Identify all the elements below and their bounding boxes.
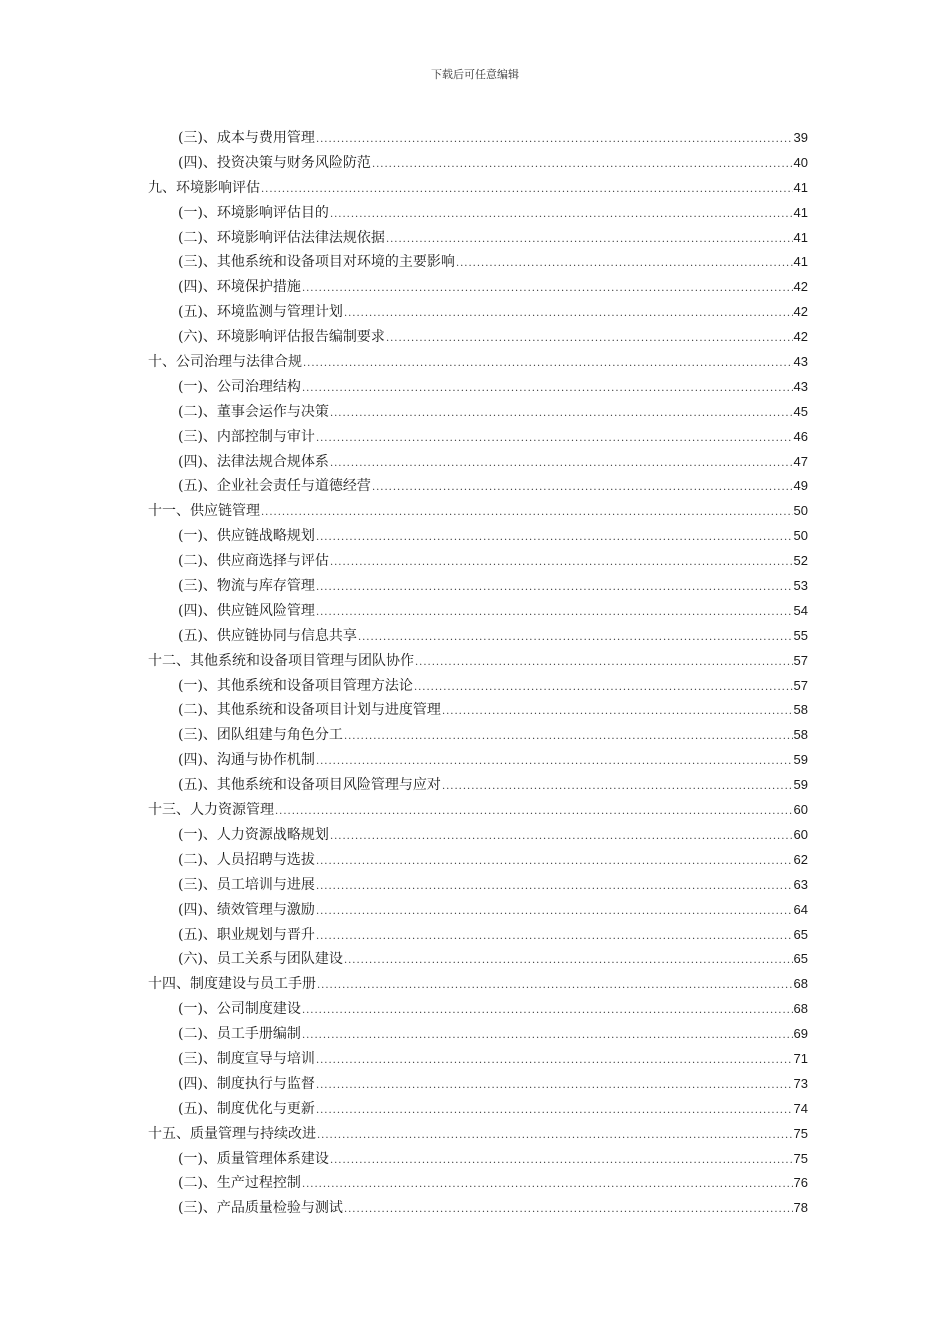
dot-leader [316,526,793,551]
toc-section-entry[interactable] [148,947,808,972]
toc-page-number: 41 [793,204,808,220]
toc-section-entry[interactable] [148,898,808,923]
toc-page-number: 68 [793,1001,808,1017]
toc-section-entry[interactable] [148,226,808,251]
toc-page-number: 39 [793,130,808,145]
toc-section-entry[interactable] [148,599,808,624]
toc-page-number: 58 [793,702,808,718]
toc-section-entry[interactable] [148,450,808,475]
toc-entry-title: (二)、员工手册编制 [178,1026,301,1043]
toc-page-number: 49 [793,478,808,494]
toc-page-number: 57 [793,677,808,693]
toc-entry-title: (二)、其他系统和设备项目计划与进度管理 [178,702,441,719]
toc-entry-title: 十一、供应链管理 [148,503,260,520]
toc-chapter-entry[interactable] [148,649,808,674]
toc-chapter-entry[interactable] [148,1122,808,1147]
dot-leader [330,825,793,850]
toc-page-number: 76 [793,1175,808,1191]
toc-entry-title: (五)、其他系统和设备项目风险管理与应对 [178,777,441,794]
toc-section-entry[interactable] [148,823,808,848]
toc-section-entry[interactable] [148,275,808,300]
dot-leader [316,925,793,950]
toc-section-entry[interactable] [148,1196,808,1221]
dot-leader [316,427,793,452]
toc-entry-title: (五)、职业规划与晋升 [178,926,315,943]
dot-leader [261,178,793,203]
toc-chapter-entry[interactable] [148,499,808,524]
dot-leader [344,725,793,750]
toc-entry-title: 九、环境影响评估 [148,179,260,196]
toc-section-entry[interactable] [148,375,808,400]
toc-page-number: 71 [793,1050,808,1066]
dot-leader [302,1173,793,1198]
toc-entry-title: (一)、供应链战略规划 [178,528,315,545]
toc-section-entry[interactable] [148,674,808,699]
dot-leader [372,153,793,178]
toc-entry-title: (二)、环境影响评估法律法规依据 [178,229,385,246]
toc-page-number: 73 [793,1075,808,1091]
toc-page-number: 45 [793,403,808,419]
toc-page-number: 63 [793,876,808,892]
toc-section-entry[interactable] [148,923,808,948]
toc-entry-title: (四)、制度执行与监督 [178,1075,315,1092]
toc-page-number: 58 [793,727,808,743]
toc-entry-title: (四)、投资决策与财务风险防范 [178,154,371,171]
dot-leader [302,377,793,402]
toc-entry-title: (一)、人力资源战略规划 [178,826,329,843]
toc-section-entry[interactable] [148,126,808,151]
toc-entry-title: 十二、其他系统和设备项目管理与团队协作 [148,652,414,669]
toc-section-entry[interactable] [148,1097,808,1122]
toc-page-number: 42 [793,329,808,345]
table-of-contents [148,126,808,1221]
toc-section-entry[interactable] [148,474,808,499]
toc-entry-title: (四)、绩效管理与激励 [178,901,315,918]
toc-page-number: 42 [793,304,808,320]
toc-section-entry[interactable] [148,698,808,723]
toc-section-entry[interactable] [148,151,808,176]
dot-leader [386,228,793,253]
toc-page-number: 60 [793,802,808,818]
dot-leader [316,601,793,626]
toc-page-number: 46 [793,428,808,444]
toc-page-number: 74 [793,1100,808,1116]
dot-leader [344,949,793,974]
toc-entry-title: (二)、人员招聘与选拔 [178,851,315,868]
toc-page-number: 54 [793,602,808,618]
toc-entry-title: 十、公司治理与法律合规 [148,354,302,371]
toc-section-entry[interactable] [148,250,808,275]
dot-leader [317,1124,793,1149]
toc-page-number: 64 [793,901,808,917]
dot-leader [330,551,793,576]
toc-section-entry[interactable] [148,1147,808,1172]
toc-section-entry[interactable] [148,1047,808,1072]
toc-entry-title: (三)、内部控制与审计 [178,428,315,445]
toc-section-entry[interactable] [148,300,808,325]
toc-entry-title: (五)、供应链协同与信息共享 [178,627,357,644]
toc-page-number: 41 [793,179,808,195]
toc-section-entry[interactable] [148,325,808,350]
toc-section-entry[interactable] [148,400,808,425]
toc-entry-title: 十五、质量管理与持续改进 [148,1125,316,1142]
toc-chapter-entry[interactable] [148,798,808,823]
dot-leader [316,850,793,875]
toc-page-number: 40 [793,154,808,170]
toc-section-entry[interactable] [148,773,808,798]
toc-page-number: 41 [793,229,808,245]
toc-page-number: 47 [793,453,808,469]
toc-page-number: 75 [793,1150,808,1166]
toc-entry-title: (三)、成本与费用管理 [178,130,315,146]
toc-entry-title: (三)、物流与库存管理 [178,578,315,595]
toc-entry-title: (四)、环境保护措施 [178,279,301,296]
dot-leader [302,1024,793,1049]
toc-page-number: 59 [793,752,808,768]
toc-entry-title: (三)、员工培训与进展 [178,876,315,893]
dot-leader [442,775,793,800]
page-header: 下载后可任意编辑 [431,68,519,81]
toc-entry-title: (五)、环境监测与管理计划 [178,304,343,321]
toc-page-number: 78 [793,1200,808,1216]
toc-chapter-entry[interactable] [148,972,808,997]
toc-entry-title: (一)、质量管理体系建设 [178,1150,329,1167]
toc-chapter-entry[interactable] [148,176,808,201]
toc-entry-title: 十三、人力资源管理 [148,802,274,819]
dot-leader [316,750,793,775]
toc-page-number: 57 [793,652,808,668]
toc-entry-title: (一)、公司治理结构 [178,378,301,395]
toc-section-entry[interactable] [148,748,808,773]
toc-entry-title: (三)、制度宣导与培训 [178,1050,315,1067]
dot-leader [414,676,793,701]
dot-leader [456,252,793,277]
dot-leader [330,203,793,228]
toc-section-entry[interactable] [148,848,808,873]
toc-section-entry[interactable] [148,624,808,649]
toc-page-number: 75 [793,1125,808,1141]
toc-section-entry[interactable] [148,873,808,898]
toc-page-number: 60 [793,826,808,842]
toc-page-number: 43 [793,378,808,394]
dot-leader [316,1049,793,1074]
dot-leader [358,626,793,651]
dot-leader [261,501,793,526]
dot-leader [316,128,793,153]
dot-leader [330,452,793,477]
toc-section-entry[interactable] [148,723,808,748]
toc-page-number: 50 [793,528,808,544]
toc-chapter-entry[interactable] [148,350,808,375]
dot-leader [415,651,793,676]
dot-leader [344,1198,793,1223]
dot-leader [302,999,793,1024]
toc-page-number: 41 [793,254,808,270]
toc-entry-title: (三)、其他系统和设备项目对环境的主要影响 [178,254,455,271]
dot-leader [316,1099,793,1124]
toc-section-entry[interactable] [148,1171,808,1196]
toc-page-number: 69 [793,1026,808,1042]
toc-entry-title: (一)、其他系统和设备项目管理方法论 [178,677,413,694]
toc-page-number: 68 [793,976,808,992]
toc-page-number: 55 [793,627,808,643]
dot-leader [316,875,793,900]
toc-entry-title: (六)、环境影响评估报告编制要求 [178,329,385,346]
dot-leader [275,800,793,825]
toc-page-number: 65 [793,951,808,967]
toc-entry-title: (三)、产品质量检验与测试 [178,1200,343,1217]
toc-page-number: 50 [793,503,808,519]
toc-section-entry[interactable] [148,524,808,549]
toc-page-number: 52 [793,553,808,569]
toc-section-entry[interactable] [148,997,808,1022]
dot-leader [344,302,793,327]
dot-leader [316,900,793,925]
dot-leader [330,402,793,427]
toc-entry-title: (四)、法律法规合规体系 [178,453,329,470]
toc-entry-title: (五)、企业社会责任与道德经营 [178,478,371,495]
toc-section-entry[interactable] [148,201,808,226]
toc-entry-title: (四)、供应链风险管理 [178,602,315,619]
toc-entry-title: (二)、供应商选择与评估 [178,553,329,570]
toc-page-number: 42 [793,279,808,295]
toc-entry-title: (四)、沟通与协作机制 [178,752,315,769]
toc-entry-title: (六)、员工关系与团队建设 [178,951,343,968]
toc-page-number: 53 [793,578,808,594]
dot-leader [386,327,793,352]
dot-leader [316,576,793,601]
toc-entry-title: (二)、生产过程控制 [178,1175,301,1192]
toc-page-number: 62 [793,851,808,867]
toc-entry-title: (一)、公司制度建设 [178,1001,301,1018]
dot-leader [442,700,793,725]
toc-section-entry[interactable] [148,574,808,599]
toc-section-entry[interactable] [148,549,808,574]
toc-page-number: 59 [793,777,808,793]
dot-leader [316,1074,793,1099]
dot-leader [302,277,793,302]
toc-entry-title: (五)、制度优化与更新 [178,1100,315,1117]
toc-entry-title: (三)、团队组建与角色分工 [178,727,343,744]
dot-leader [317,974,793,999]
toc-page-number: 43 [793,354,808,370]
toc-entry-title: (二)、董事会运作与决策 [178,403,329,420]
dot-leader [303,352,793,377]
toc-section-entry[interactable] [148,1072,808,1097]
toc-entry-title: 十四、制度建设与员工手册 [148,976,316,993]
toc-section-entry[interactable] [148,1022,808,1047]
toc-section-entry[interactable] [148,425,808,450]
toc-entry-title: (一)、环境影响评估目的 [178,204,329,221]
toc-page-number: 65 [793,926,808,942]
dot-leader [330,1149,793,1174]
dot-leader [372,476,793,501]
